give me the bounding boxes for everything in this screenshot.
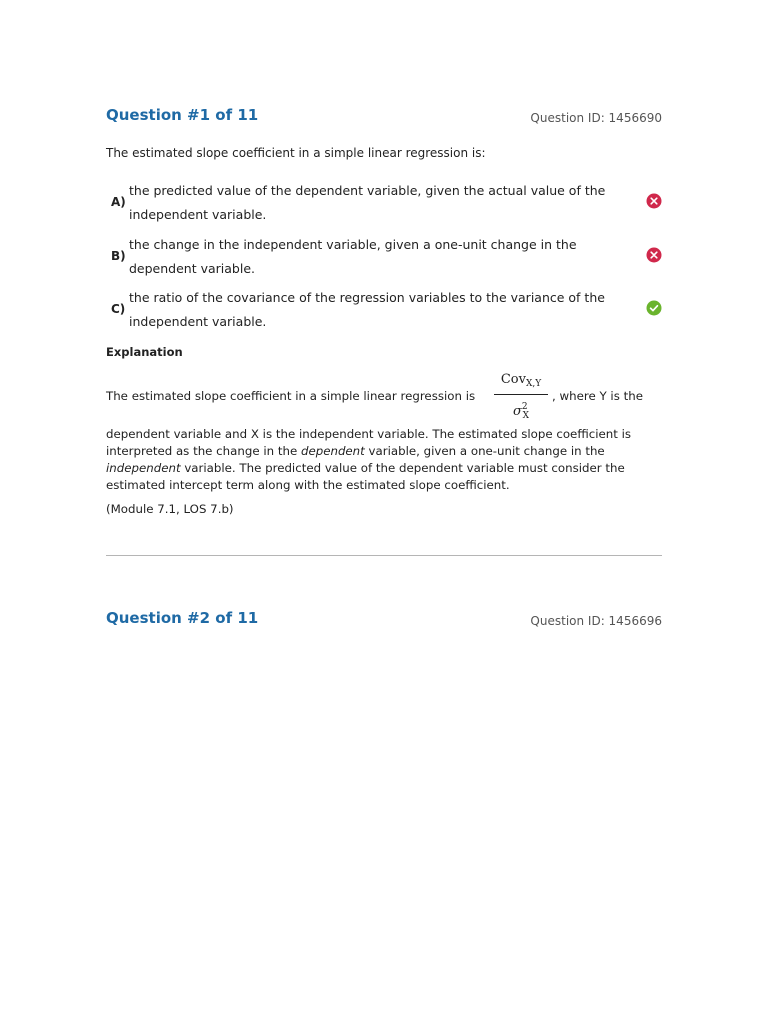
question-title: Question #2 of 11 [106,609,259,627]
question-2 [106,607,662,635]
answer-text: the change in the independent variable, given a one-unit change in the dependent variable. [129,236,577,276]
question-id: Question ID: 1456690 [530,111,662,125]
answer-letter: A) [111,195,126,209]
answer-text: the predicted value of the dependent variable, given the actual value of the independent variable. [129,183,606,222]
question-id: Question ID: 1456696 [530,614,662,628]
answer-list [106,176,662,337]
x-circle-icon [646,193,662,209]
formula-numerator: Cov$_{X,Y}$ [500,372,542,389]
explanation-text: dependent variable and X is the independent variable. The estimated slope coefficient is interpreted as the change in the dependent variable, given a one-unit change in the independent variable. The predicted value of the dependent variable must consider the estimated intercept term along with the estimated slope coefficient. [106,427,632,492]
question-header [106,104,662,132]
answer-text: the ratio of the covariance of the regression variables to the variance of the independent variable. [129,290,605,329]
check-circle-icon [646,300,662,316]
question-divider [106,555,662,556]
answer-option-a [106,176,662,230]
question-title: Question #1 of 11 [106,106,259,124]
explanation-intro: The estimated slope coefficient in a simple linear regression is [106,389,476,403]
formula-denominator: $\sigma^2_X$ [512,402,530,421]
question-stem: The estimated slope coefficient in a simple linear regression is: [106,146,486,160]
question-1 [106,104,662,516]
explanation-heading: Explanation [106,345,183,359]
slope-formula [492,370,550,424]
fraction-bar [494,394,548,395]
module-reference: (Module 7.1, LOS 7.b) [106,502,234,516]
answer-option-b [106,230,662,284]
answer-letter: B) [111,248,126,263]
question-header [106,607,662,635]
explanation-after-formula: , where Y is the [552,389,643,403]
explanation-body [106,372,662,494]
x-circle-icon [646,247,662,263]
answer-option-c [106,283,662,337]
explanation-formula-line [106,372,662,426]
answer-letter: C) [111,302,126,316]
